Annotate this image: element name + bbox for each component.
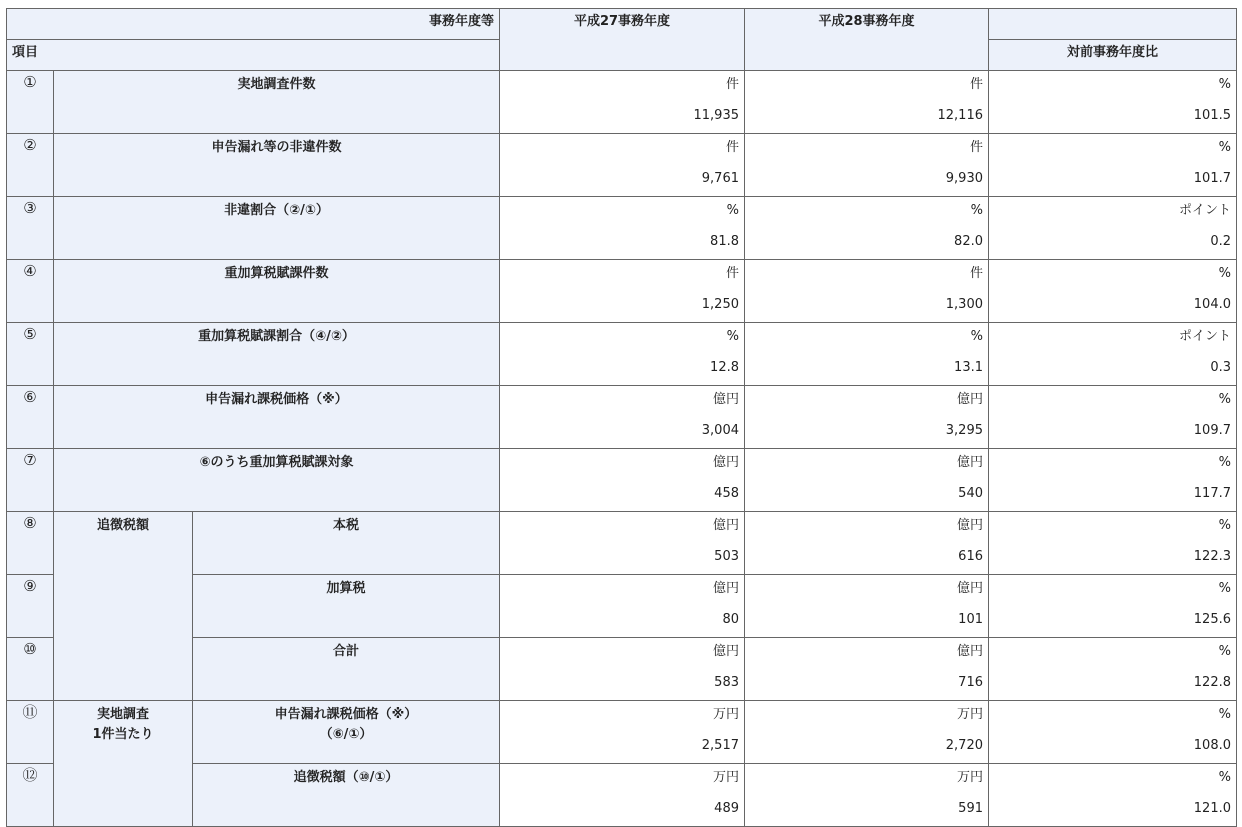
unit-h27: 件 [500, 71, 745, 103]
item-label: 申告漏れ等の非違件数 [54, 134, 500, 197]
unit-h27: 件 [500, 260, 745, 292]
table-row-units [7, 701, 1237, 733]
value-h28: 101 [745, 606, 989, 638]
item-number: ⑦ [7, 449, 54, 512]
unit-h28: 億円 [745, 638, 989, 670]
unit-h27: 億円 [500, 575, 745, 607]
table-row-units [7, 134, 1237, 166]
unit-ratio: % [989, 764, 1237, 796]
value-h27: 458 [500, 480, 745, 512]
unit-h27: % [500, 197, 745, 229]
item-label: 重加算税賦課割合（④/②） [54, 323, 500, 386]
value-h27: 9,761 [500, 165, 745, 197]
table-row-units [7, 386, 1237, 418]
value-h27: 1,250 [500, 291, 745, 323]
unit-h27: 件 [500, 134, 745, 166]
unit-h28: 件 [745, 134, 989, 166]
item-label: 実地調査件数 [54, 71, 500, 134]
unit-ratio: ポイント [989, 323, 1237, 355]
unit-h27: 億円 [500, 386, 745, 418]
item-number: ⑧ [7, 512, 54, 575]
value-h28: 9,930 [745, 165, 989, 197]
value-h27: 583 [500, 669, 745, 701]
item-label: 加算税 [193, 575, 500, 638]
item-number: ③ [7, 197, 54, 260]
item-label: 申告漏れ課税価格（※） [54, 386, 500, 449]
header-item-label: 項目 [7, 40, 500, 71]
unit-ratio: % [989, 638, 1237, 670]
unit-h28: 万円 [745, 764, 989, 796]
item-label: 申告漏れ課税価格（※） （⑥/①） [193, 701, 500, 764]
table-row-units [7, 512, 1237, 544]
unit-h27: 億円 [500, 638, 745, 670]
table-row-units [7, 197, 1237, 229]
unit-h28: 億円 [745, 386, 989, 418]
value-h27: 81.8 [500, 228, 745, 260]
value-h28: 13.1 [745, 354, 989, 386]
item-label: 合計 [193, 638, 500, 701]
value-h27: 2,517 [500, 732, 745, 764]
item-number: ② [7, 134, 54, 197]
header-row-label: 事務年度等 [7, 9, 500, 40]
unit-ratio: % [989, 512, 1237, 544]
item-number: ⑫ [7, 764, 54, 827]
value-ratio: 0.2 [989, 228, 1237, 260]
value-h27: 489 [500, 795, 745, 827]
unit-h28: 件 [745, 71, 989, 103]
table-row-units [7, 260, 1237, 292]
tax-audit-statistics-table [6, 8, 1237, 827]
item-label: 本税 [193, 512, 500, 575]
value-ratio: 108.0 [989, 732, 1237, 764]
item-number: ① [7, 71, 54, 134]
unit-ratio: % [989, 701, 1237, 733]
value-ratio: 125.6 [989, 606, 1237, 638]
item-number: ⑪ [7, 701, 54, 764]
value-ratio: 121.0 [989, 795, 1237, 827]
unit-h27: 万円 [500, 701, 745, 733]
item-number: ⑤ [7, 323, 54, 386]
value-h27: 11,935 [500, 102, 745, 134]
unit-h27: % [500, 323, 745, 355]
value-h28: 3,295 [745, 417, 989, 449]
item-number: ⑥ [7, 386, 54, 449]
unit-h28: % [745, 197, 989, 229]
value-h27: 503 [500, 543, 745, 575]
unit-h28: 万円 [745, 701, 989, 733]
value-ratio: 101.7 [989, 165, 1237, 197]
value-h28: 540 [745, 480, 989, 512]
header-row-1 [7, 9, 1237, 40]
value-ratio: 117.7 [989, 480, 1237, 512]
unit-h28: 億円 [745, 512, 989, 544]
value-ratio: 109.7 [989, 417, 1237, 449]
value-h27: 80 [500, 606, 745, 638]
item-label: 追徴税額（⑩/①） [193, 764, 500, 827]
header-ratio-blank [989, 9, 1237, 40]
group-label-additional-tax: 追徴税額 [54, 512, 193, 701]
value-ratio: 101.5 [989, 102, 1237, 134]
unit-ratio: % [989, 71, 1237, 103]
header-ratio: 対前事務年度比 [989, 40, 1237, 71]
table-row-units [7, 323, 1237, 355]
unit-h27: 億円 [500, 512, 745, 544]
unit-ratio: % [989, 575, 1237, 607]
unit-ratio: % [989, 449, 1237, 481]
unit-h27: 億円 [500, 449, 745, 481]
unit-ratio: ポイント [989, 197, 1237, 229]
table-row-units [7, 71, 1237, 103]
value-h28: 82.0 [745, 228, 989, 260]
unit-h28: 件 [745, 260, 989, 292]
unit-h27: 万円 [500, 764, 745, 796]
item-label: 重加算税賦課件数 [54, 260, 500, 323]
header-h28: 平成28事務年度 [745, 9, 989, 71]
value-h27: 3,004 [500, 417, 745, 449]
unit-ratio: % [989, 134, 1237, 166]
item-label: 非違割合（②/①） [54, 197, 500, 260]
value-h28: 2,720 [745, 732, 989, 764]
value-h28: 1,300 [745, 291, 989, 323]
table-row-units [7, 449, 1237, 481]
item-number: ⑨ [7, 575, 54, 638]
item-label: ⑥のうち重加算税賦課対象 [54, 449, 500, 512]
unit-ratio: % [989, 386, 1237, 418]
unit-ratio: % [989, 260, 1237, 292]
group-label-per-audit: 実地調査 1件当たり [54, 701, 193, 827]
value-h27: 12.8 [500, 354, 745, 386]
item-number: ⑩ [7, 638, 54, 701]
value-h28: 716 [745, 669, 989, 701]
value-h28: 12,116 [745, 102, 989, 134]
value-ratio: 122.8 [989, 669, 1237, 701]
value-ratio: 104.0 [989, 291, 1237, 323]
value-ratio: 122.3 [989, 543, 1237, 575]
value-ratio: 0.3 [989, 354, 1237, 386]
unit-h28: 億円 [745, 449, 989, 481]
value-h28: 616 [745, 543, 989, 575]
value-h28: 591 [745, 795, 989, 827]
item-number: ④ [7, 260, 54, 323]
unit-h28: 億円 [745, 575, 989, 607]
unit-h28: % [745, 323, 989, 355]
header-h27: 平成27事務年度 [500, 9, 745, 71]
